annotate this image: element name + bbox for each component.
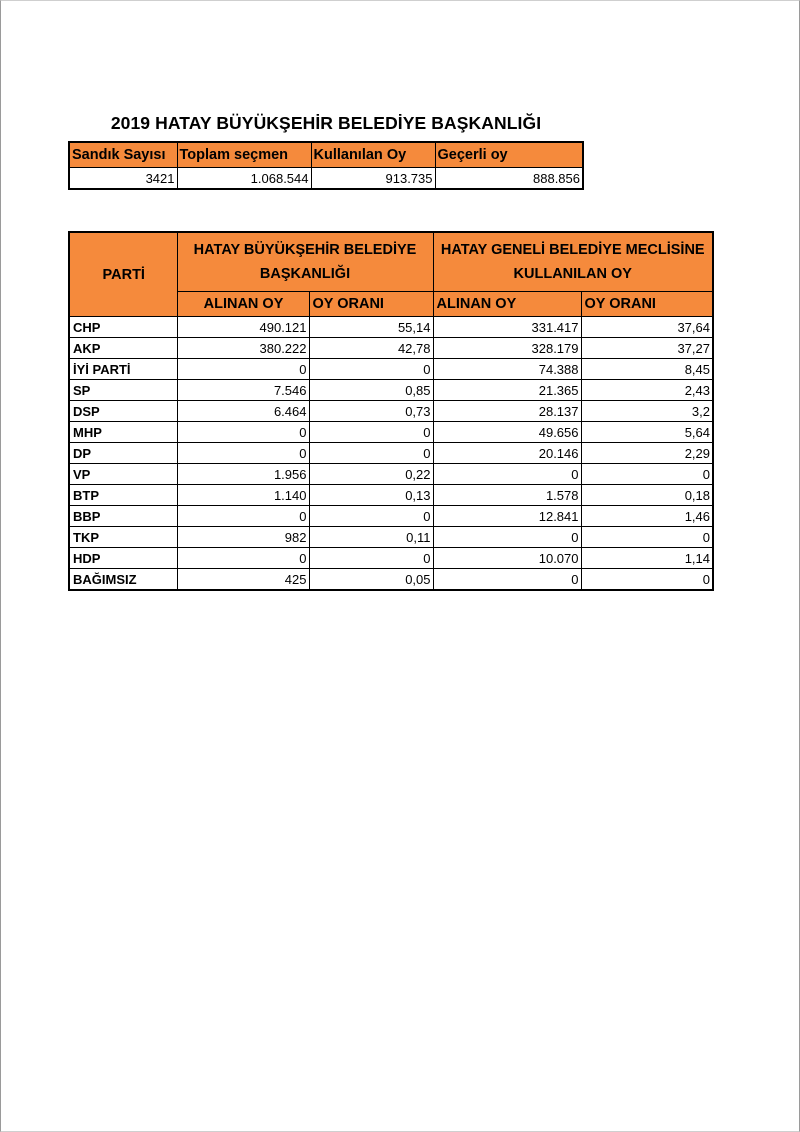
mayor-votes-cell: 0 xyxy=(177,548,309,569)
mayor-votes-cell: 490.121 xyxy=(177,317,309,338)
mayor-rate-cell: 0,13 xyxy=(309,485,433,506)
party-name-cell: TKP xyxy=(69,527,177,548)
group-header-council: HATAY GENELİ BELEDİYE MECLİSİNE KULLANILAN OY xyxy=(433,232,713,292)
party-name-cell: BTP xyxy=(69,485,177,506)
mayor-rate-cell: 0,85 xyxy=(309,380,433,401)
sub-header-cell: ALINAN OY xyxy=(177,292,309,317)
results-table xyxy=(68,231,714,591)
table-row xyxy=(69,422,713,443)
council-votes-cell: 0 xyxy=(433,527,581,548)
council-rate-cell: 0 xyxy=(581,527,713,548)
table-row xyxy=(69,548,713,569)
council-votes-cell: 20.146 xyxy=(433,443,581,464)
mayor-rate-cell: 0,22 xyxy=(309,464,433,485)
council-rate-cell: 3,2 xyxy=(581,401,713,422)
summary-header-cell: Kullanılan Oy xyxy=(311,142,435,168)
council-rate-cell: 0 xyxy=(581,569,713,591)
table-row xyxy=(69,569,713,591)
mayor-rate-cell: 0 xyxy=(309,506,433,527)
summary-header-cell: Sandık Sayısı xyxy=(69,142,177,168)
council-votes-cell: 12.841 xyxy=(433,506,581,527)
mayor-votes-cell: 0 xyxy=(177,506,309,527)
council-rate-cell: 2,29 xyxy=(581,443,713,464)
sub-header-cell: OY ORANI xyxy=(581,292,713,317)
mayor-rate-cell: 55,14 xyxy=(309,317,433,338)
summary-value-cell: 1.068.544 xyxy=(177,168,311,190)
summary-value-row xyxy=(69,168,583,190)
table-row xyxy=(69,443,713,464)
mayor-votes-cell: 0 xyxy=(177,359,309,380)
council-rate-cell: 1,14 xyxy=(581,548,713,569)
table-row xyxy=(69,464,713,485)
council-votes-cell: 28.137 xyxy=(433,401,581,422)
council-votes-cell: 1.578 xyxy=(433,485,581,506)
table-row xyxy=(69,485,713,506)
page-title: 2019 HATAY BÜYÜKŞEHİR BELEDİYE BAŞKANLIĞI xyxy=(110,113,542,133)
party-name-cell: HDP xyxy=(69,548,177,569)
table-row xyxy=(69,338,713,359)
mayor-votes-cell: 380.222 xyxy=(177,338,309,359)
table-row xyxy=(69,380,713,401)
council-rate-cell: 1,46 xyxy=(581,506,713,527)
council-votes-cell: 0 xyxy=(433,464,581,485)
group-header-mayor: HATAY BÜYÜKŞEHİR BELEDİYE BAŞKANLIĞI xyxy=(177,232,433,292)
mayor-rate-cell: 0 xyxy=(309,359,433,380)
mayor-votes-cell: 0 xyxy=(177,422,309,443)
party-name-cell: İYİ PARTİ xyxy=(69,359,177,380)
council-votes-cell: 10.070 xyxy=(433,548,581,569)
mayor-votes-cell: 425 xyxy=(177,569,309,591)
party-name-cell: CHP xyxy=(69,317,177,338)
mayor-rate-cell: 0 xyxy=(309,443,433,464)
results-group-header-row xyxy=(69,232,713,292)
mayor-rate-cell: 0,73 xyxy=(309,401,433,422)
mayor-votes-cell: 0 xyxy=(177,443,309,464)
council-rate-cell: 8,45 xyxy=(581,359,713,380)
summary-header-cell: Geçerli oy xyxy=(435,142,583,168)
mayor-votes-cell: 982 xyxy=(177,527,309,548)
mayor-rate-cell: 42,78 xyxy=(309,338,433,359)
party-name-cell: DP xyxy=(69,443,177,464)
council-rate-cell: 2,43 xyxy=(581,380,713,401)
mayor-votes-cell: 1.956 xyxy=(177,464,309,485)
sub-header-cell: ALINAN OY xyxy=(433,292,581,317)
mayor-votes-cell: 7.546 xyxy=(177,380,309,401)
table-row xyxy=(69,359,713,380)
mayor-rate-cell: 0 xyxy=(309,548,433,569)
council-votes-cell: 0 xyxy=(433,569,581,591)
party-name-cell: MHP xyxy=(69,422,177,443)
council-votes-cell: 331.417 xyxy=(433,317,581,338)
table-row xyxy=(69,527,713,548)
mayor-rate-cell: 0,05 xyxy=(309,569,433,591)
summary-value-cell: 888.856 xyxy=(435,168,583,190)
council-rate-cell: 5,64 xyxy=(581,422,713,443)
party-name-cell: DSP xyxy=(69,401,177,422)
council-votes-cell: 21.365 xyxy=(433,380,581,401)
council-rate-cell: 37,27 xyxy=(581,338,713,359)
summary-table xyxy=(68,141,584,190)
council-rate-cell: 37,64 xyxy=(581,317,713,338)
council-rate-cell: 0,18 xyxy=(581,485,713,506)
council-votes-cell: 328.179 xyxy=(433,338,581,359)
table-row xyxy=(69,506,713,527)
summary-value-cell: 913.735 xyxy=(311,168,435,190)
table-row xyxy=(69,317,713,338)
summary-value-cell: 3421 xyxy=(69,168,177,190)
mayor-rate-cell: 0 xyxy=(309,422,433,443)
mayor-rate-cell: 0,11 xyxy=(309,527,433,548)
mayor-votes-cell: 6.464 xyxy=(177,401,309,422)
party-name-cell: AKP xyxy=(69,338,177,359)
party-name-cell: SP xyxy=(69,380,177,401)
council-votes-cell: 49.656 xyxy=(433,422,581,443)
mayor-votes-cell: 1.140 xyxy=(177,485,309,506)
party-name-cell: BBP xyxy=(69,506,177,527)
council-votes-cell: 74.388 xyxy=(433,359,581,380)
party-column-header: PARTİ xyxy=(69,232,177,317)
summary-header-row xyxy=(69,142,583,168)
party-name-cell: VP xyxy=(69,464,177,485)
summary-header-cell: Toplam seçmen xyxy=(177,142,311,168)
party-name-cell: BAĞIMSIZ xyxy=(69,569,177,591)
sub-header-cell: OY ORANI xyxy=(309,292,433,317)
table-row xyxy=(69,401,713,422)
council-rate-cell: 0 xyxy=(581,464,713,485)
